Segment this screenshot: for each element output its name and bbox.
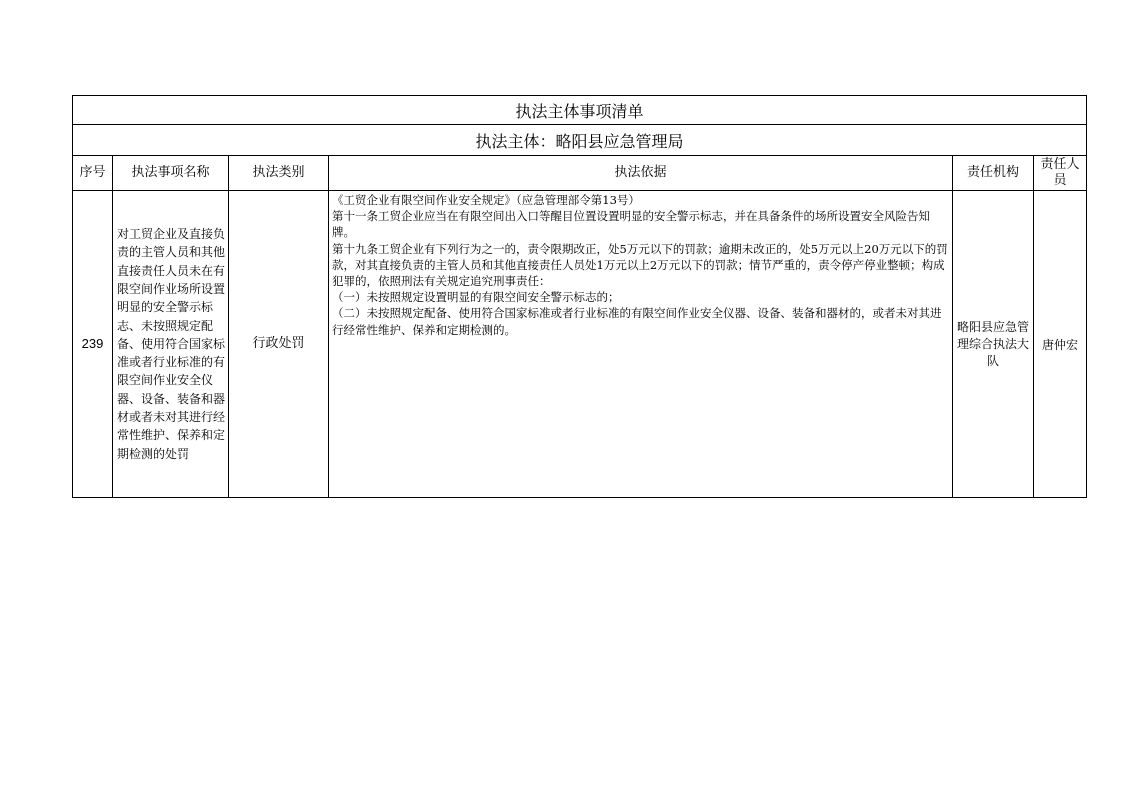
column-header-category: 执法类别 xyxy=(229,156,329,191)
row-category: 行政处罚 xyxy=(229,191,329,498)
column-header-basis: 执法依据 xyxy=(329,156,953,191)
column-header-person: 责任人员 xyxy=(1034,156,1087,191)
row-org: 略阳县应急管理综合执法大队 xyxy=(953,191,1034,498)
title-row xyxy=(73,96,1087,125)
enforcement-items-table xyxy=(72,95,1087,498)
basis-line-article-19: 第十九条工贸企业有下列行为之一的，责令限期改正，处5万元以下的罚款；逾期未改正的，处5万元以上20万元以下的罚款，对其直接负责的主管人员和其他直接责任人员处1万元以上2万元以下的罚款；情节严重的，责令停产停业整顿；构成犯罪的，依照刑法有关规定追究刑事责任： xyxy=(332,241,948,289)
table-row xyxy=(73,191,1087,498)
basis-line-source: 《工贸企业有限空间作业安全规定》（应急管理部令第13号） xyxy=(332,193,640,207)
column-header-org: 责任机构 xyxy=(953,156,1034,191)
header-row xyxy=(73,156,1087,191)
page-subtitle: 执法主体：略阳县应急管理局 xyxy=(73,125,1087,156)
basis-line-item-2: （二）未按照规定配备、使用符合国家标准或者行业标准的有限空间作业安全仪器、设备、装备和器材的，或者未对其进行经常性维护、保养和定期检测的。 xyxy=(332,306,942,337)
row-basis xyxy=(329,191,953,498)
column-header-seq: 序号 xyxy=(73,156,113,191)
column-header-item-name: 执法事项名称 xyxy=(113,156,229,191)
row-seq: 239 xyxy=(73,191,113,498)
subtitle-row xyxy=(73,125,1087,156)
row-item-name: 对工贸企业及直接负责的主管人员和其他直接责任人员未在有限空间作业场所设置明显的安全警示标志、未按照规定配备、使用符合国家标准或者行业标准的有限空间作业安全仪器、设备、装备和器材或者未对其进行经常性维护、保养和定期检测的处罚 xyxy=(113,191,229,498)
basis-line-article-11: 第十一条工贸企业应当在有限空间出入口等醒目位置设置明显的安全警示标志，并在具备条件的场所设置安全风险告知牌。 xyxy=(332,209,930,240)
basis-line-item-1: （一）未按照规定设置明显的有限空间安全警示标志的； xyxy=(332,290,620,305)
row-person: 唐仲宏 xyxy=(1034,191,1087,498)
page-title: 执法主体事项清单 xyxy=(73,96,1087,125)
